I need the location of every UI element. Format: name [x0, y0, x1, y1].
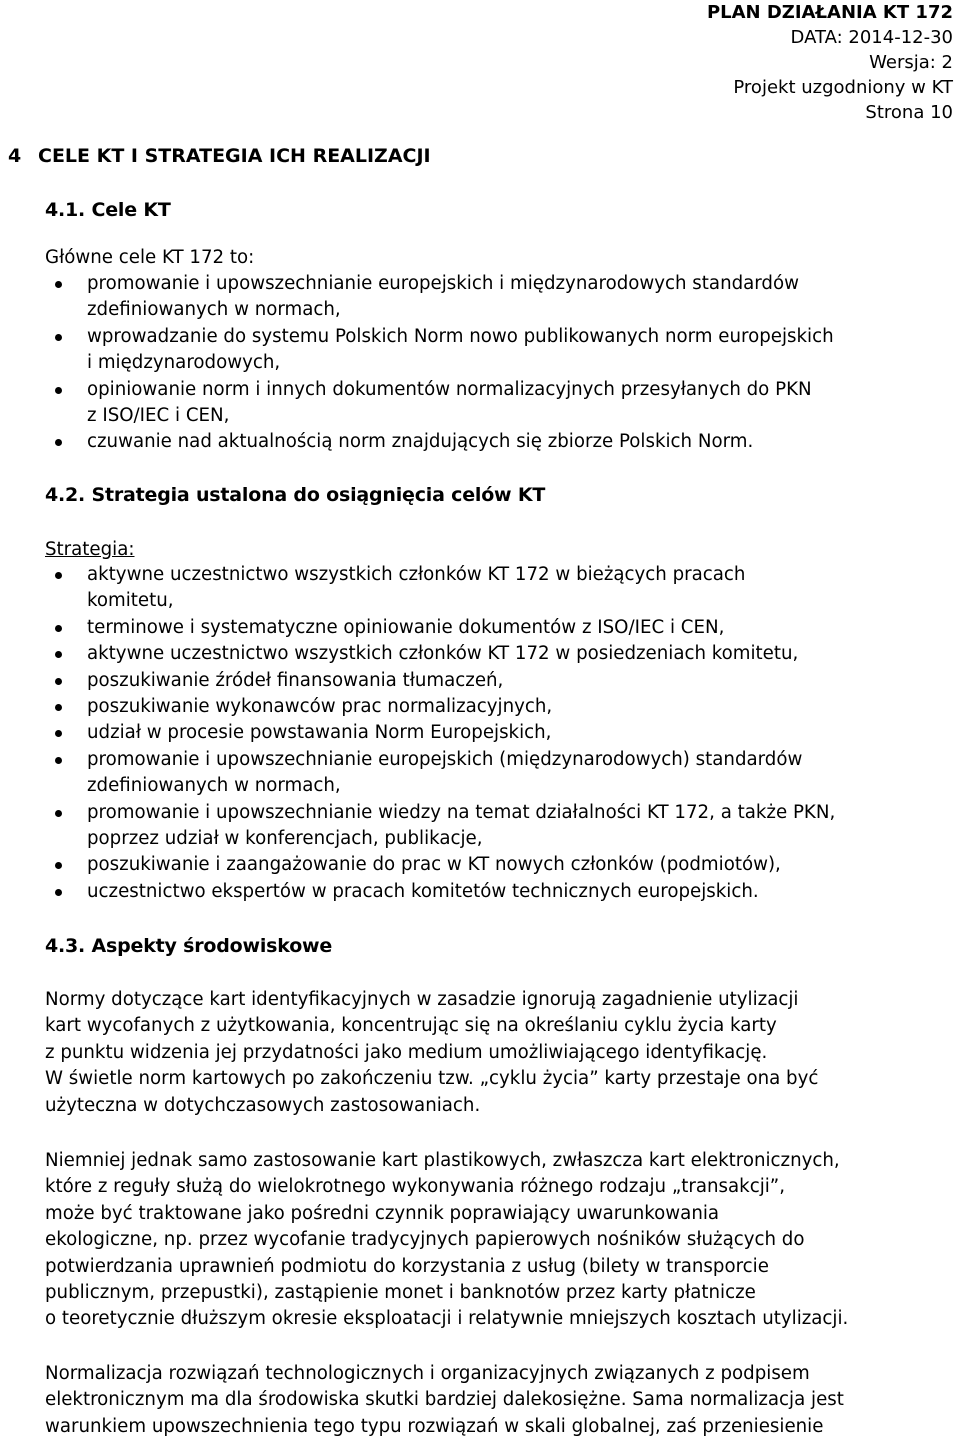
- paragraph-line: z punktu widzenia jej przydatności jako medium umożliwiającego identyfikację.: [45, 1041, 768, 1063]
- list-item-line: promowanie i upowszechnianie wiedzy na temat działalności KT 172, a także PKN,: [87, 801, 836, 823]
- paragraph-1: [45, 987, 818, 1119]
- paragraph-line: Normy dotyczące kart identyfikacyjnych w zasadzie ignorują zagadnienie utylizacji: [45, 989, 799, 1010]
- section-4-heading: [8, 143, 431, 169]
- section-4-3-heading: 4.3. Aspekty środowiskowe: [45, 935, 333, 957]
- paragraph-line: może być traktowane jako pośredni czynnik poprawiający uwarunkowania: [45, 1202, 720, 1224]
- paragraph-line: użyteczna w dotychczasowych zastosowaniach.: [45, 1094, 481, 1116]
- list-item-line: poszukiwanie wykonawców prac normalizacyjnych,: [87, 696, 553, 718]
- paragraph-line: Normalizacja rozwiązań technologicznych i organizacyjnych związanych z podpisem: [45, 1363, 810, 1384]
- paragraph-line: elektronicznym ma dla środowiska skutki bardziej dalekosiężne. Sama normalizacja jest: [45, 1389, 844, 1411]
- list-item: [45, 271, 957, 324]
- list-item-line: aktywne uczestnictwo wszystkich członków KT 172 w posiedzeniach komitetu,: [87, 643, 799, 665]
- section-4-number: 4: [8, 145, 22, 167]
- paragraph-line: W świetle norm kartowych po zakończeniu tzw. „cyklu życia” karty przestaje ona być: [45, 1068, 819, 1090]
- list-item: [45, 852, 957, 878]
- paragraph-line: publicznym, przepustki), zastąpienie monet i banknotów przez karty płatnicze: [45, 1282, 756, 1304]
- list-item-line: promowanie i upowszechnianie europejskich (międzynarodowych) standardów: [87, 748, 803, 770]
- list-item-line: uczestnictwo ekspertów w pracach komitetów technicznych europejskich.: [87, 880, 759, 902]
- list-item: [45, 720, 957, 746]
- list-item-line: promowanie i upowszechnianie europejskich i międzynarodowych standardów: [87, 273, 799, 294]
- section-4-2-heading: 4.2. Strategia ustalona do osiągnięcia celów KT: [45, 484, 546, 506]
- list-item: [45, 615, 957, 641]
- list-item-line: i międzynarodowych,: [87, 352, 281, 374]
- list-item-line: terminowe i systematyczne opiniowanie dokumentów z ISO/IEC i CEN,: [87, 616, 725, 638]
- strategy-list: [45, 562, 957, 905]
- list-item: [45, 377, 957, 430]
- paragraph-2: [45, 1148, 848, 1333]
- paragraph-3: [45, 1361, 844, 1440]
- list-item: [45, 562, 957, 615]
- section-4-2-intro: Strategia:: [45, 539, 135, 560]
- list-item: [45, 800, 957, 853]
- paragraph-line: kart wycofanych z użytkowania, koncentrując się na określaniu cyklu życia karty: [45, 1015, 777, 1037]
- list-item-line: aktywne uczestnictwo wszystkich członków KT 172 w bieżących pracach: [87, 564, 746, 585]
- list-item-line: zdefiniowanych w normach,: [87, 775, 341, 797]
- list-item-line: poprzez udział w konferencjach, publikacje,: [87, 828, 483, 850]
- section-4-1-intro: Główne cele KT 172 to:: [45, 247, 255, 268]
- document-title: PLAN DZIAŁANIA KT 172: [706, 2, 953, 23]
- list-item-line: wprowadzanie do systemu Polskich Norm nowo publikowanych norm europejskich: [87, 325, 834, 347]
- list-item-line: opiniowanie norm i innych dokumentów normalizacyjnych przesyłanych do PKN: [87, 378, 812, 400]
- goals-list: [45, 271, 957, 456]
- list-item-line: komitetu,: [87, 590, 174, 612]
- paragraph-line: warunkiem upowszechnienia tego typu rozwiązań w skali globalnej, zaś przeniesienie: [45, 1415, 824, 1437]
- paragraph-line: o teoretycznie dłuższym okresie eksploatacji i relatywnie mniejszych kosztach utylizacji.: [45, 1308, 849, 1330]
- list-item-line: poszukiwanie źródeł finansowania tłumaczeń,: [87, 669, 504, 691]
- list-item-line: udział w procesie powstawania Norm Europejskich,: [87, 722, 552, 744]
- list-item-line: z ISO/IEC i CEN,: [87, 405, 230, 427]
- list-item-line: poszukiwanie i zaangażowanie do prac w KT nowych członków (podmiotów),: [87, 854, 781, 876]
- list-item: [45, 641, 957, 667]
- list-item-line: zdefiniowanych w normach,: [87, 299, 341, 321]
- document-status: Projekt uzgodniony w KT: [733, 77, 953, 98]
- list-item: [45, 694, 957, 720]
- document-date: DATA: 2014-12-30: [790, 27, 953, 48]
- paragraph-line: ekologiczne, np. przez wycofanie tradycyjnych papierowych nośników służących do: [45, 1229, 805, 1251]
- paragraph-line: które z reguły służą do wielokrotnego wykonywania różnego rodzaju „transakcji”,: [45, 1176, 786, 1198]
- list-item: [45, 324, 957, 377]
- section-4-title: CELE KT I STRATEGIA ICH REALIZACJI: [38, 145, 431, 167]
- list-item: [45, 429, 957, 455]
- list-item-line: czuwanie nad aktualnością norm znajdujących się zbiorze Polskich Norm.: [87, 431, 754, 453]
- list-item: [45, 747, 957, 800]
- page-number: Strona 10: [865, 102, 953, 123]
- list-item: [45, 879, 957, 905]
- paragraph-line: potwierdzania uprawnień podmiotu do korzystania z usług (bilety w transporcie: [45, 1255, 769, 1277]
- page-header: [707, 0, 953, 125]
- section-4-1-heading: 4.1. Cele KT: [45, 199, 171, 221]
- document-version: Wersja: 2: [869, 52, 953, 73]
- paragraph-line: Niemniej jednak samo zastosowanie kart plastikowych, zwłaszcza kart elektronicznych,: [45, 1150, 840, 1171]
- list-item: [45, 668, 957, 694]
